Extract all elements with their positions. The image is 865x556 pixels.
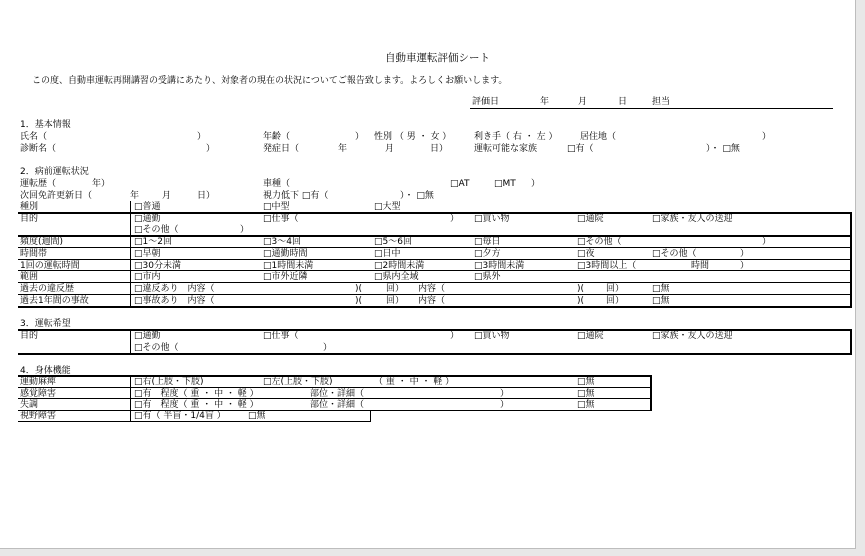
page-title: 自動車運転評価シート — [385, 52, 490, 64]
violation-count: 回） — [386, 284, 405, 294]
dominant-hand-field: 利き手（ 右 ・ 左 ） — [474, 132, 558, 142]
range-nearby: □市外近隣 — [263, 272, 308, 282]
purpose-shopping: □買い物 — [474, 214, 510, 224]
freq-1-2: □1～2回 — [134, 237, 172, 247]
time-other-close: ） — [740, 249, 750, 259]
ataxia-yes: □有 程度（ 重 ・ 中 ・ 軽 ） — [134, 400, 259, 410]
eval-date-label: 評価日 — [472, 97, 500, 107]
paralysis-severity: （ 重 ・ 中 ・ 軽 ） — [374, 377, 455, 387]
violation-yes: □違反あり 内容（ — [134, 284, 215, 294]
renewal-label: 次回免許更新日（ — [20, 191, 93, 201]
accident-label: 過去1年間の事故 — [20, 296, 89, 306]
class-label: 種別 — [20, 202, 39, 212]
violation-no: □無 — [652, 284, 670, 294]
s4-table-right-edge — [650, 375, 652, 411]
onset-day: 日） — [430, 144, 449, 154]
sensory-detail: 部位・詳細（ — [310, 389, 365, 399]
violation-label: 過去の違反歴 — [20, 284, 75, 294]
family-label: 運転可能な家族 — [474, 144, 538, 154]
time-evening: □夕方 — [474, 249, 501, 259]
violation-sep: )( — [355, 284, 363, 294]
age-label: 年齢（ — [263, 132, 291, 142]
diagnosis-label: 診断名（ — [20, 144, 57, 154]
eval-date-underline — [470, 108, 833, 109]
time-day: □日中 — [374, 249, 401, 259]
ataxia-detail: 部位・詳細（ — [310, 400, 365, 410]
time-commute: □通勤時間 — [263, 249, 308, 259]
dur-2h: □2時間未満 — [374, 261, 425, 271]
address-label: 居住地（ — [580, 132, 617, 142]
frequency-label: 頻度(週間) — [20, 237, 64, 247]
s4-table-divider — [370, 410, 371, 422]
s2-table-line — [18, 270, 852, 271]
purpose-family: □家族・友人の送迎 — [652, 214, 733, 224]
violation-sep-2: )( — [577, 284, 585, 294]
desired-shopping: □買い物 — [474, 331, 510, 341]
eval-date-year: 年 — [540, 97, 550, 107]
vision-decline-label: 視力低下 □有（ — [263, 191, 329, 201]
driving-history-year: 年） — [92, 179, 111, 189]
section-1-heading: 1．基本情報 — [20, 120, 71, 130]
s2-table-line — [18, 306, 852, 308]
s2-table-divider — [130, 201, 131, 307]
s4-table-line — [18, 375, 652, 377]
s4-table-line — [18, 410, 652, 411]
car-type-label: 車種（ — [263, 179, 291, 189]
onset-year: 年 — [338, 144, 348, 154]
dur-30m: □30分未満 — [134, 261, 181, 271]
sensory-label: 感覚障害 — [20, 389, 57, 399]
diagnosis-close: ） — [206, 144, 216, 154]
sensory-yes: □有 程度（ 重 ・ 中 ・ 軽 ） — [134, 389, 259, 399]
sensory-none: □無 — [577, 389, 595, 399]
class-option-medium: □中型 — [263, 202, 290, 212]
section-3-heading: 3．運転希望 — [20, 319, 71, 329]
desired-commute: □通勤 — [134, 331, 161, 341]
visual-field-label: 視野障害 — [20, 411, 57, 421]
accident-content-2: 内容（ — [418, 296, 446, 306]
violation-count-2: 回） — [606, 284, 625, 294]
paralysis-left: □左(上肢・下肢) — [263, 377, 333, 387]
age-close: ） — [355, 132, 365, 142]
renewal-year: 年 — [130, 191, 140, 201]
desired-other-close: ） — [323, 343, 333, 353]
range-label: 範囲 — [20, 272, 39, 282]
range-prefecture: □県内全域 — [374, 272, 419, 282]
renewal-month: 月 — [162, 191, 172, 201]
family-yes: □有（ — [567, 144, 594, 154]
section-4-heading: 4．身体機能 — [20, 366, 71, 376]
s4-table-line — [18, 398, 652, 399]
s3-table-line — [18, 353, 852, 355]
range-city: □市内 — [134, 272, 161, 282]
eval-person-label: 担当 — [652, 97, 671, 107]
paralysis-label: 運動麻痺 — [20, 377, 57, 387]
ataxia-label: 失調 — [20, 400, 39, 410]
s2-table-line — [18, 235, 852, 237]
ataxia-detail-close: ） — [500, 400, 510, 410]
accident-count: 回） — [386, 296, 405, 306]
class-option-regular: □普通 — [134, 202, 161, 212]
s2-table-line — [18, 259, 852, 260]
transmission-at: □AT — [450, 179, 470, 189]
purpose-other: □その他（ — [134, 225, 179, 235]
name-label: 氏名（ — [20, 132, 48, 142]
section-2-heading: 2．病前運転状況 — [20, 167, 89, 177]
name-close: ） — [197, 132, 207, 142]
class-option-large: □大型 — [374, 202, 401, 212]
s2-table-line — [18, 294, 852, 295]
purpose-hospital: □通院 — [577, 214, 604, 224]
desired-family: □家族・友人の送迎 — [652, 331, 733, 341]
duration-label: 1回の運転時間 — [20, 261, 80, 271]
visual-field-none: □無 — [248, 411, 266, 421]
paralysis-right: □右(上肢・下肢) — [134, 377, 204, 387]
freq-other-close: ） — [762, 237, 772, 247]
freq-other: □その他（ — [577, 237, 622, 247]
dur-hours-unit: 時間 — [691, 261, 710, 271]
purpose-work: □仕事（ — [263, 214, 299, 224]
address-close: ） — [762, 132, 772, 142]
dur-close: ） — [740, 261, 750, 271]
freq-5-6: □5～6回 — [374, 237, 412, 247]
violation-content-2: 内容（ — [418, 284, 446, 294]
transmission-mt: □MT — [494, 179, 516, 189]
s2-table-right-edge — [850, 212, 852, 307]
desired-work-close: ） — [450, 331, 460, 341]
intro-text: この度、自動車運転再開講習の受講にあたり、対象者の現在の状況についてご報告致します。よろしくお願いします。 — [32, 76, 508, 86]
time-early: □早朝 — [134, 249, 161, 259]
dur-1h: □1時間未満 — [263, 261, 314, 271]
s3-table-divider — [130, 330, 131, 354]
accident-sep-2: )( — [577, 296, 585, 306]
accident-count-2: 回） — [606, 296, 625, 306]
accident-sep: )( — [355, 296, 363, 306]
time-label: 時間帯 — [20, 249, 48, 259]
s4-table-line — [18, 387, 652, 388]
purpose-work-close: ） — [450, 214, 460, 224]
s4-table-line — [18, 421, 370, 422]
desired-other: □その他（ — [134, 343, 179, 353]
freq-3-4: □3～4回 — [263, 237, 301, 247]
s2-table-line — [18, 282, 852, 283]
desired-purpose-label: 目的 — [20, 331, 39, 341]
onset-label: 発症日（ — [263, 144, 300, 154]
purpose-label: 目的 — [20, 214, 39, 224]
accident-yes: □事故あり 内容（ — [134, 296, 215, 306]
dur-3h-plus: □3時間以上（ — [577, 261, 637, 271]
renewal-day: 日） — [197, 191, 216, 201]
ataxia-none: □無 — [577, 400, 595, 410]
onset-month: 月 — [385, 144, 395, 154]
freq-daily: □毎日 — [474, 237, 501, 247]
desired-hospital: □通院 — [577, 331, 604, 341]
s3-table-line — [18, 329, 852, 331]
car-type-close: ） — [531, 179, 541, 189]
sensory-detail-close: ） — [500, 389, 510, 399]
accident-no: □無 — [652, 296, 670, 306]
gender-field: 性別 （ 男 ・ 女 ） — [374, 132, 452, 142]
time-night: □夜 — [577, 249, 595, 259]
eval-date-month: 月 — [578, 97, 588, 107]
time-other: □その他（ — [652, 249, 697, 259]
driving-history-label: 運転歴（ — [20, 179, 57, 189]
vision-decline-no: ）・ □無 — [400, 191, 434, 201]
s3-table-right-edge — [850, 329, 852, 355]
purpose-other-close: ） — [240, 225, 250, 235]
family-no: ）・ □無 — [706, 144, 740, 154]
eval-date-day: 日 — [618, 97, 628, 107]
s2-table-line — [18, 247, 852, 248]
purpose-commute: □通勤 — [134, 214, 161, 224]
range-outside: □県外 — [474, 272, 501, 282]
s4-table-divider — [130, 375, 131, 422]
desired-work: □仕事（ — [263, 331, 299, 341]
dur-3h: □3時間未満 — [474, 261, 525, 271]
visual-field-yes: □有（ 半盲・1/4盲 ） — [134, 411, 226, 421]
paralysis-none: □無 — [577, 377, 595, 387]
s2-table-line — [18, 212, 852, 214]
